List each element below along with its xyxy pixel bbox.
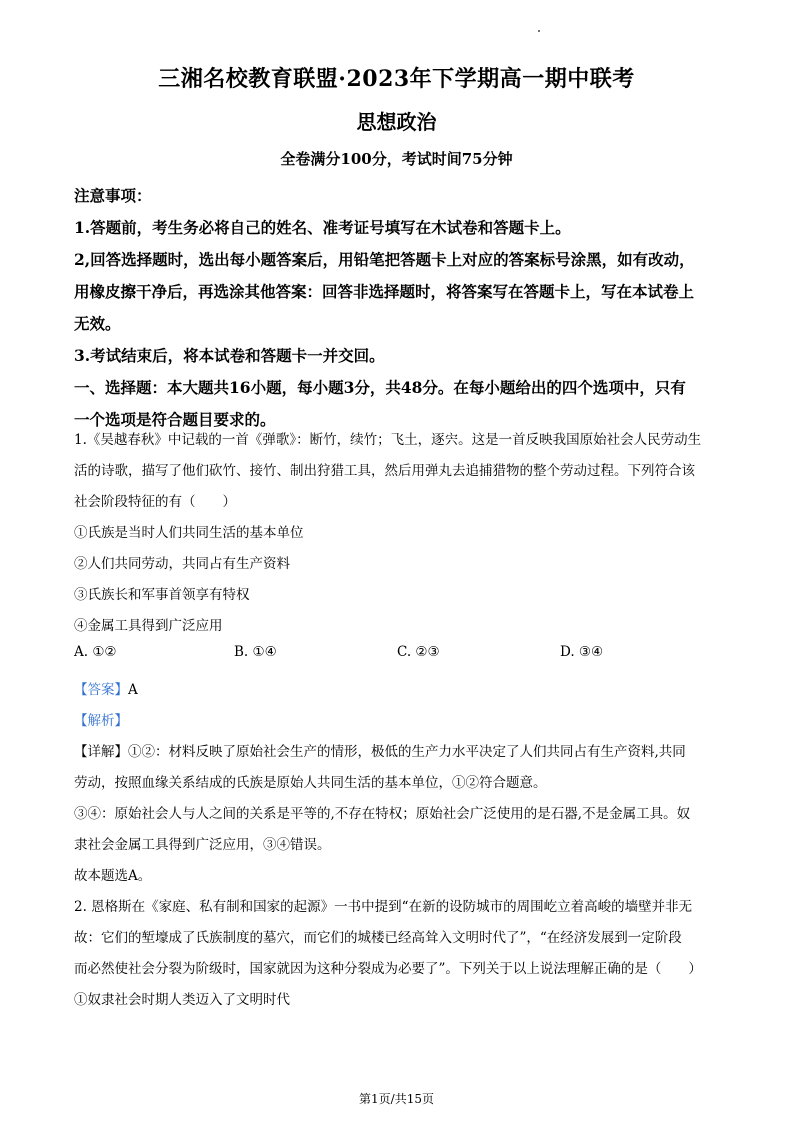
question-1-stem-line-2: 活的诗歌，描写了他们砍竹、接竹、制出狩猎工具，然后用弹丸去追捕猎物的整个劳动过程。下列符合该 — [74, 463, 695, 479]
answer-line — [74, 675, 724, 706]
detail-line-4: 隶社会金属工具得到广泛应用，③④错误。 — [74, 837, 331, 853]
note-item-2-line-3: 无效。 — [74, 314, 121, 333]
question-2-stem-line-1: 2. 恩格斯在《家庭、私有制和国家的起源》一书中提到“在新的设防城市的周围屹立着高峻的墙壁并非无 — [74, 899, 693, 915]
question-1-solution — [74, 675, 724, 892]
question-1-stem-line-1: 1.《吴越春秋》中记载的一首《弹歌》：断竹，续竹；飞土，逐宍。这是一首反映我国原始社会人民劳动生 — [74, 432, 702, 448]
question-1-stem-line-3: 社会阶段特征的有（ ） — [74, 494, 236, 510]
answer-tag: 【答案】 — [74, 682, 128, 698]
answer-value: A — [128, 682, 138, 698]
note-item-2-line-1: 2,回答选择题时，选出每小题答案后，用铅笔把答题卡上对应的答案标号涂黑，如有改动， — [74, 250, 695, 269]
notes-section — [74, 180, 724, 436]
question-2 — [74, 892, 724, 1016]
question-1 — [74, 425, 724, 642]
question-1-statement-2: ②人们共同劳动，共同占有生产资料 — [74, 556, 290, 572]
detail-line-3: ③④：原始社会人与人之间的关系是平等的,不存在特权；原始社会广泛使用的是石器,不是金属工具。奴 — [74, 806, 691, 822]
detail-tag: 【详解】 — [74, 744, 128, 760]
detail-line-2: 劳动，按照血缘关系结成的氏族是原始人共同生活的基本单位，①②符合题意。 — [74, 775, 547, 791]
analysis-line — [74, 706, 724, 737]
option-b: B. ①④ — [234, 644, 277, 660]
question-1-statement-4: ④金属工具得到广泛应用 — [74, 618, 223, 634]
notes-heading: 注意事项： — [74, 186, 152, 205]
conclusion-line: 故本题选A。 — [74, 868, 152, 884]
option-d: D. ③④ — [560, 644, 604, 660]
note-item-1: 1.答题前，考生务必将自己的姓名、准考证号填写在木试卷和答题卡上。 — [74, 218, 571, 237]
note-item-2-line-2: 用橡皮擦干净后，再选涂其他答案：回答非选择题时，将答案写在答题卡上，写在本试卷上 — [74, 282, 695, 301]
analysis-tag: 【解析】 — [74, 713, 128, 729]
page-footer: 第1页/共15页 — [359, 1092, 434, 1106]
question-2-stem-line-2: 故：它们的堑壕成了氏族制度的墓穴，而它们的城楼已经高耸入文明时代了”，“在经济发展到一定阶段 — [74, 930, 682, 946]
scan-dot — [538, 30, 540, 32]
section-1-heading-line-1: 一、选择题：本大题共16小题，每小题3分，共48分。在每小题给出的四个选项中，只有 — [74, 378, 686, 397]
detail-text-1: ①②：材料反映了原始社会生产的情形，极低的生产力水平决定了人们共同占有生产资料,共同 — [128, 744, 686, 760]
question-2-statement-1: ①奴隶社会时期人类迈入了文明时代 — [74, 992, 290, 1008]
exam-title: 三湘名校教育联盟·2023年下学期高一期中联考 — [158, 66, 635, 92]
note-item-3: 3.考试结束后，将本试卷和答题卡一并交回。 — [74, 346, 385, 365]
detail-line-1 — [74, 737, 724, 768]
section-1-heading-line-2: 一个选项是符合题目要求的。 — [74, 410, 276, 429]
question-1-statement-1: ①氏族是当时人们共同生活的基本单位 — [74, 525, 304, 541]
question-2-stem-line-3: 而必然使社会分裂为阶级时，国家就因为这种分裂成为必要了”。下列关于以上说法理解正确的是（ ） — [74, 961, 702, 977]
question-1-options — [74, 644, 734, 670]
exam-info: 全卷满分100分，考试时间75分钟 — [280, 150, 513, 168]
option-c: C. ②③ — [397, 644, 440, 660]
subject-title: 思想政治 — [356, 110, 437, 134]
option-a: A. ①② — [74, 644, 117, 660]
question-1-statement-3: ③氏族长和军事首领享有特权 — [74, 587, 250, 603]
